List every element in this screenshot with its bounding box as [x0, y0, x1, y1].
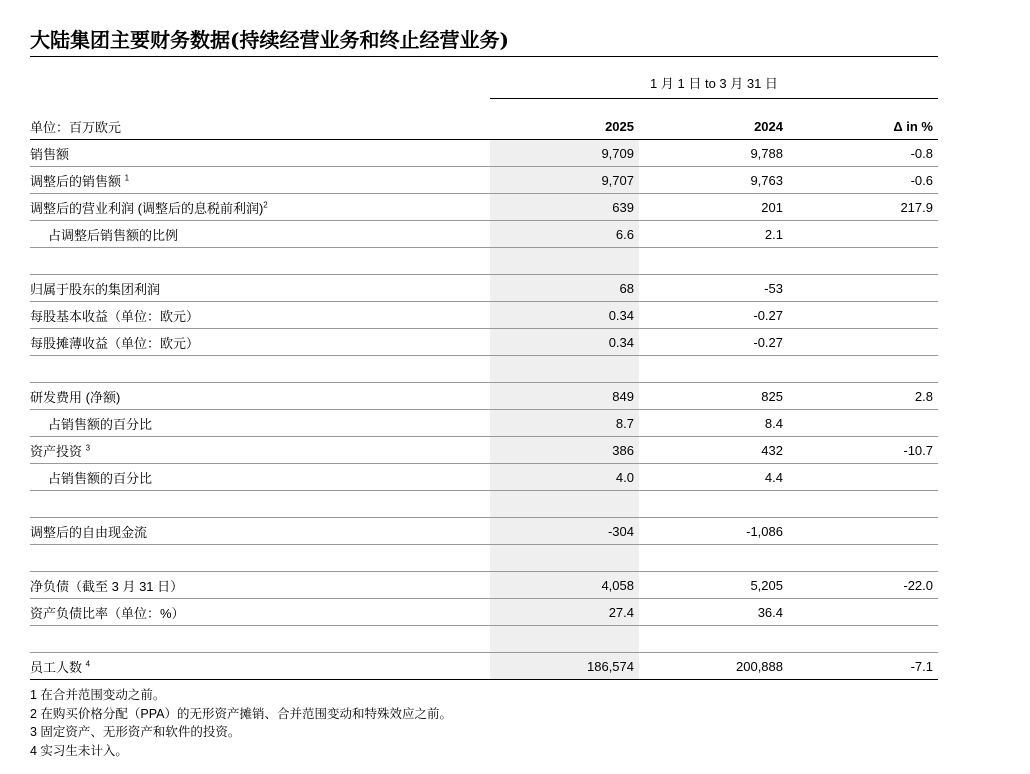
value-delta: [788, 221, 938, 248]
value-delta: 217.9: [788, 194, 938, 221]
spacer-row: [30, 626, 938, 653]
row-label: 净负债（截至 3 月 31 日）: [30, 572, 490, 599]
value-2024: 8.4: [639, 410, 788, 437]
table-row: [30, 518, 938, 545]
table-row: [30, 464, 938, 491]
value-2024: -1,086: [639, 518, 788, 545]
table-header-row: [30, 113, 938, 140]
row-label: 占调整后销售额的比例: [30, 221, 490, 248]
value-2025: 8.7: [490, 410, 639, 437]
table-row: [30, 194, 938, 221]
spacer-row: [30, 491, 938, 518]
value-2025: 9,709: [490, 140, 639, 167]
value-2024: -0.27: [639, 329, 788, 356]
value-2024: 200,888: [639, 653, 788, 680]
value-2025: 6.6: [490, 221, 639, 248]
value-delta: [788, 410, 938, 437]
table-row: [30, 653, 938, 680]
value-2025: 639: [490, 194, 639, 221]
row-label: 每股摊薄收益（单位：欧元）: [30, 329, 490, 356]
row-label: 研发费用 (净额): [30, 383, 490, 410]
value-2025: 0.34: [490, 302, 639, 329]
table-row: [30, 221, 938, 248]
column-header-2024: 2024: [639, 113, 788, 140]
value-delta: [788, 464, 938, 491]
table-row: [30, 167, 938, 194]
footnote: 1 在合并范围变动之前。: [30, 688, 166, 702]
value-2025: 9,707: [490, 167, 639, 194]
footnote-ref: 2: [263, 200, 268, 210]
value-2024: 201: [639, 194, 788, 221]
value-2025: 386: [490, 437, 639, 464]
value-2024: -0.27: [639, 302, 788, 329]
financial-table: [30, 113, 938, 680]
value-delta: 2.8: [788, 383, 938, 410]
value-delta: -10.7: [788, 437, 938, 464]
value-2024: 4.4: [639, 464, 788, 491]
value-delta: -0.8: [788, 140, 938, 167]
value-delta: -7.1: [788, 653, 938, 680]
value-delta: [788, 329, 938, 356]
value-2024: 9,763: [639, 167, 788, 194]
row-label: 调整后的销售额 $^1$: [30, 167, 490, 194]
row-label: 归属于股东的集团利润: [30, 275, 490, 302]
period-header: 1 月 1 日 to 3 月 31 日: [490, 70, 938, 99]
value-delta: [788, 302, 938, 329]
row-label: 销售额: [30, 140, 490, 167]
row-label: 资产投资 $^3$: [30, 437, 490, 464]
page-title: 大陆集团主要财务数据(持续经营业务和终止经营业务): [30, 24, 938, 57]
value-2025: 27.4: [490, 599, 639, 626]
footnote-ref: 1: [124, 173, 130, 183]
table-row: [30, 599, 938, 626]
value-delta: [788, 599, 938, 626]
table-row: [30, 302, 938, 329]
spacer-row: [30, 248, 938, 275]
column-header-delta: Δ in %: [788, 113, 938, 140]
table-row: [30, 410, 938, 437]
spacer-row: [30, 545, 938, 572]
value-delta: [788, 518, 938, 545]
value-delta: -0.6: [788, 167, 938, 194]
footnote: 4 实习生未计入。: [30, 743, 128, 758]
table-row: [30, 329, 938, 356]
value-2025: 68: [490, 275, 639, 302]
row-label: 占销售额的百分比: [30, 410, 490, 437]
footnote: 3 固定资产、无形资产和软件的投资。: [30, 725, 241, 739]
value-2025: 186,574: [490, 653, 639, 680]
table-row: [30, 572, 938, 599]
value-2024: 9,788: [639, 140, 788, 167]
row-label: 调整后的营业利润 (调整后的息税前利润)$^2$: [30, 194, 490, 221]
value-2025: 4.0: [490, 464, 639, 491]
value-2024: 5,205: [639, 572, 788, 599]
value-2024: 432: [639, 437, 788, 464]
footnote-ref: 3: [85, 443, 91, 453]
table-row: [30, 275, 938, 302]
value-delta: [788, 275, 938, 302]
value-delta: -22.0: [788, 572, 938, 599]
value-2024: 36.4: [639, 599, 788, 626]
value-2025: -304: [490, 518, 639, 545]
spacer-row: [30, 356, 938, 383]
row-label: 占销售额的百分比: [30, 464, 490, 491]
column-header-2025: 2025: [490, 113, 639, 140]
footnote-ref: 4: [85, 659, 91, 669]
unit-label: 单位：百万欧元: [30, 113, 490, 140]
row-label: 调整后的自由现金流: [30, 518, 490, 545]
value-2024: -53: [639, 275, 788, 302]
table-row: [30, 140, 938, 167]
footnote: 2 在购买价格分配（PPA）的无形资产摊销、合并范围变动和特殊效应之前。: [30, 706, 453, 721]
value-2024: 2.1: [639, 221, 788, 248]
value-2025: 0.34: [490, 329, 639, 356]
row-label: 员工人数 $^4$: [30, 653, 490, 680]
row-label: 资产负债比率（单位：%）: [30, 599, 490, 626]
table-body: [30, 140, 938, 680]
footnotes: [30, 686, 452, 760]
value-2025: 849: [490, 383, 639, 410]
value-2025: 4,058: [490, 572, 639, 599]
table-row: [30, 437, 938, 464]
table-row: [30, 383, 938, 410]
row-label: 每股基本收益（单位：欧元）: [30, 302, 490, 329]
value-2024: 825: [639, 383, 788, 410]
